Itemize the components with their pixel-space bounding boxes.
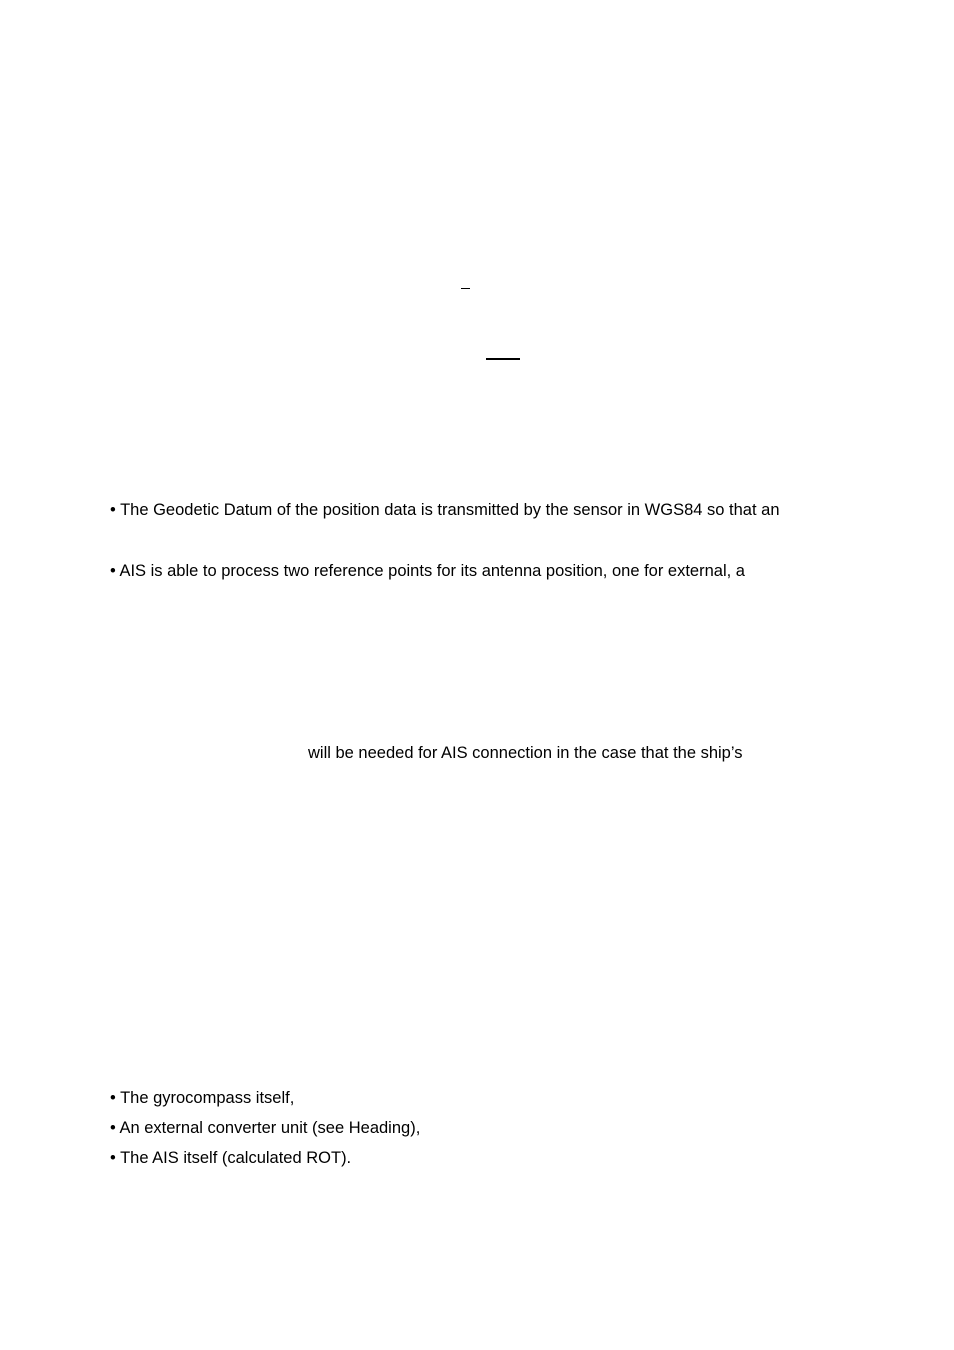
bullet-reference-points: • AIS is able to process two reference points for its antenna position, one for external, a (110, 562, 745, 580)
dash-mark (461, 288, 470, 289)
underline-mark (486, 358, 520, 360)
bullet-geodetic-datum: • The Geodetic Datum of the position data is transmitted by the sensor in WGS84 so that an (110, 501, 780, 519)
bullet-converter-unit: • An external converter unit (see Heading), (110, 1119, 421, 1137)
bullet-gyrocompass: • The gyrocompass itself, (110, 1089, 295, 1107)
bullet-ais-rot: • The AIS itself (calculated ROT). (110, 1149, 352, 1167)
text-ais-connection: will be needed for AIS connection in the case that the ship’s (308, 744, 743, 762)
